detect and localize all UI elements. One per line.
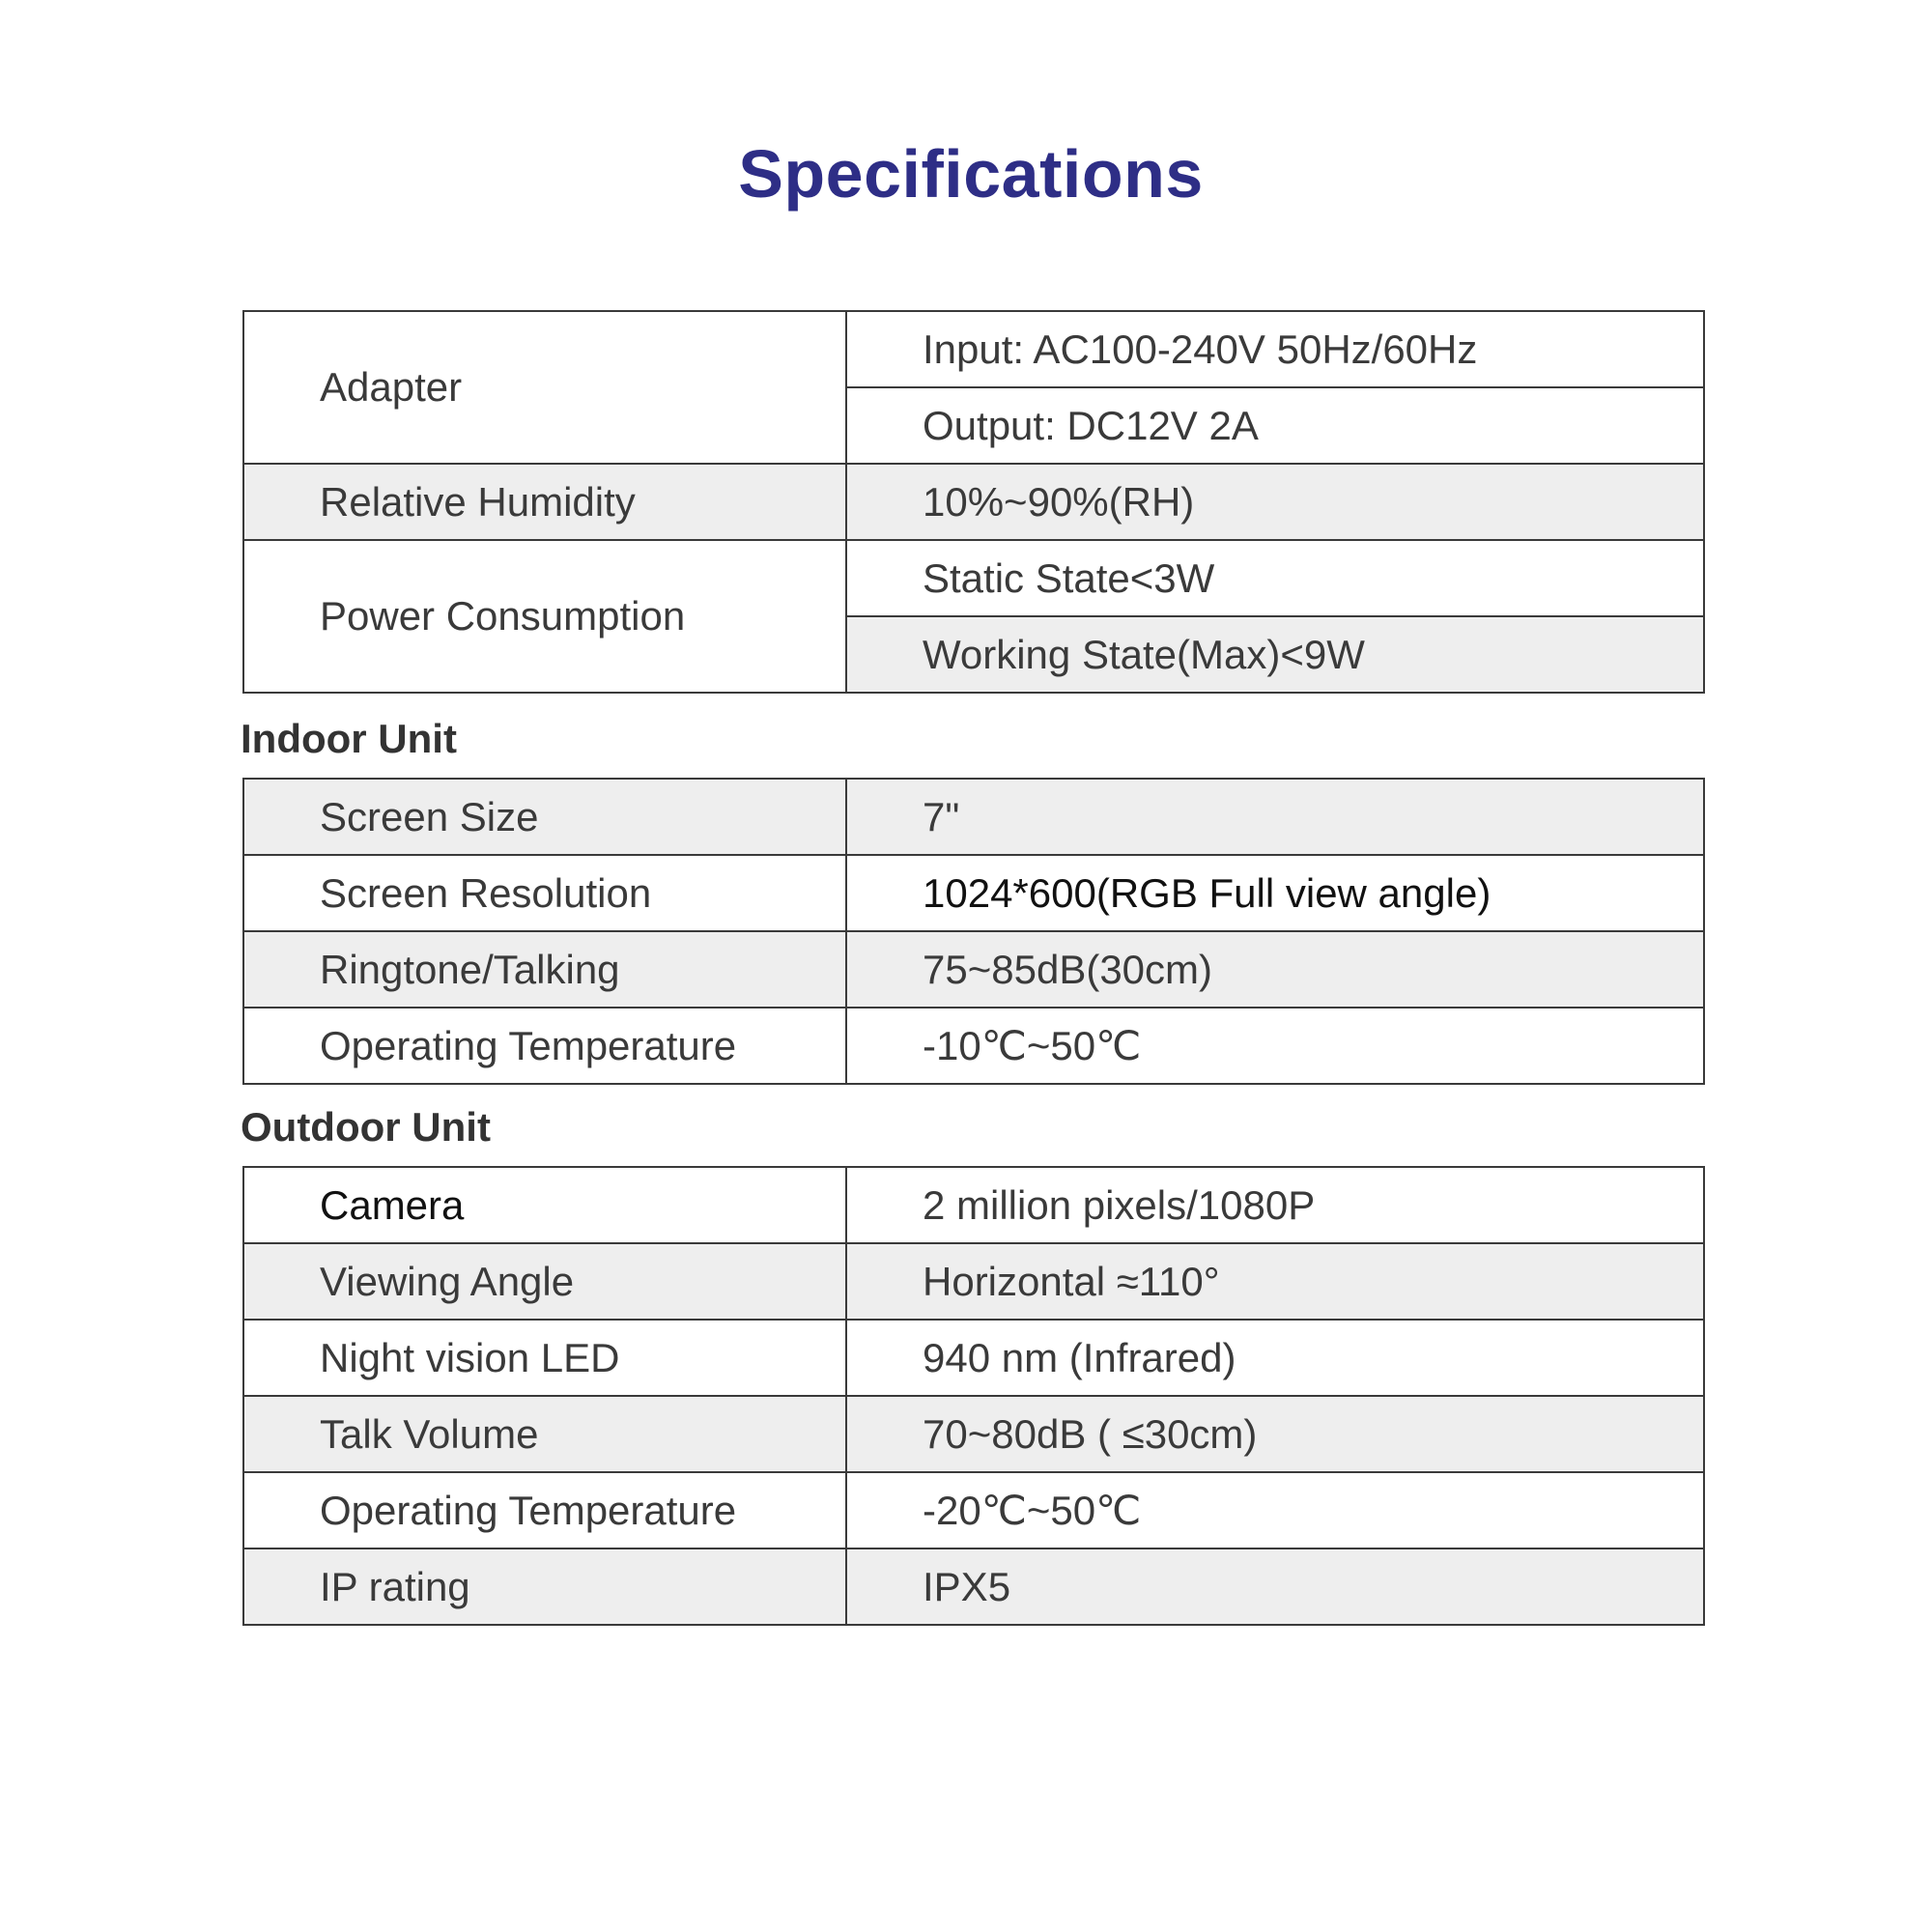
section-heading-indoor: Indoor Unit <box>241 716 457 761</box>
spec-value-power-working: Working State(Max)<9W <box>846 616 1704 693</box>
table-row <box>243 464 1704 540</box>
spec-value-adapter-output: Output: DC12V 2A <box>846 387 1704 464</box>
spec-value: Horizontal ≈110° <box>846 1243 1704 1320</box>
spec-value: 70~80dB ( ≤30cm) <box>846 1396 1704 1472</box>
table-row <box>243 1320 1704 1396</box>
table-row <box>243 1167 1704 1243</box>
spec-value: 2 million pixels/1080P <box>846 1167 1704 1243</box>
spec-value: 940 nm (Infrared) <box>846 1320 1704 1396</box>
indoor-spec-table <box>242 778 1705 1085</box>
spec-label: Viewing Angle <box>243 1243 846 1320</box>
table-row <box>243 855 1704 931</box>
table-row <box>243 1396 1704 1472</box>
spec-label-humidity: Relative Humidity <box>243 464 846 540</box>
spec-label: IP rating <box>243 1548 846 1625</box>
spec-label: Screen Size <box>243 779 846 855</box>
spec-label: Talk Volume <box>243 1396 846 1472</box>
outdoor-spec-table <box>242 1166 1705 1626</box>
table-row <box>243 1472 1704 1548</box>
spec-value: 1024*600(RGB Full view angle) <box>846 855 1704 931</box>
general-spec-table <box>242 310 1705 694</box>
spec-value: 7" <box>846 779 1704 855</box>
spec-value: -10℃~50℃ <box>846 1008 1704 1084</box>
spec-value-adapter-input: Input: AC100-240V 50Hz/60Hz <box>846 311 1704 387</box>
spec-label: Ringtone/Talking <box>243 931 846 1008</box>
table-row <box>243 1548 1704 1625</box>
table-row <box>243 311 1704 387</box>
spec-label: Night vision LED <box>243 1320 846 1396</box>
spec-value-power-static: Static State<3W <box>846 540 1704 616</box>
spec-label: Camera <box>243 1167 846 1243</box>
section-heading-outdoor: Outdoor Unit <box>241 1104 491 1150</box>
table-row <box>243 1243 1704 1320</box>
spec-value-humidity: 10%~90%(RH) <box>846 464 1704 540</box>
spec-value: 75~85dB(30cm) <box>846 931 1704 1008</box>
spec-label: Operating Temperature <box>243 1472 846 1548</box>
spec-label: Screen Resolution <box>243 855 846 931</box>
spec-label-adapter: Adapter <box>243 311 846 464</box>
spec-label-power: Power Consumption <box>243 540 846 693</box>
table-row <box>243 1008 1704 1084</box>
table-row <box>243 540 1704 616</box>
page-title: Specifications <box>738 136 1204 212</box>
table-row <box>243 931 1704 1008</box>
table-row <box>243 779 1704 855</box>
spec-value: IPX5 <box>846 1548 1704 1625</box>
spec-label: Operating Temperature <box>243 1008 846 1084</box>
spec-value: -20℃~50℃ <box>846 1472 1704 1548</box>
